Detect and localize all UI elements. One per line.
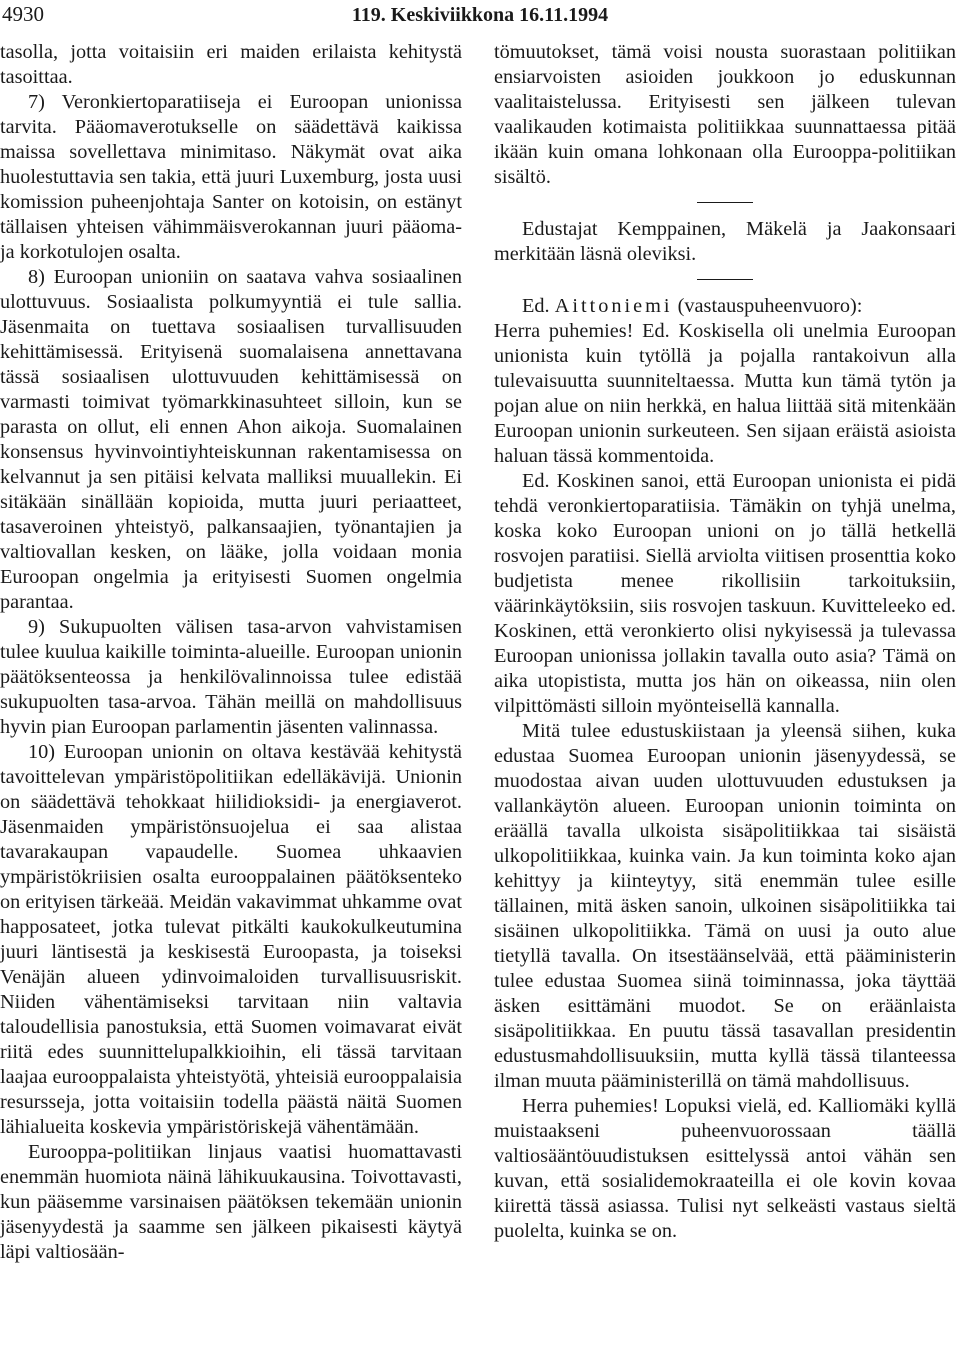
paragraph: Herra puhemies! Lopuksi vielä, ed. Kalliomäki kyllä muistaakseni puheenvuorossaan täällä valtiosääntöuudistuksen esittelyssä antoi vähän sen kuvan, että sosialidemokraateilla ei ole kovin kovaa kiirettä tässä asiassa. Tulisi nyt selkeästi vastaus sieltä puolelta, kuinka se on. [494,1095,956,1242]
paragraph: Mitä tulee edustuskiistaan ja yleensä siihen, kuka edustaa Suomea Euroopan unionin jäsenyydessä, se muodostaa aivan uuden ulottuvuuden edustuksen ja vallankäytön alueen. Euroopan unionin toiminta on eräällä tavalla ulkoista sisäpolitiikkaa tai sisäistä ulkopolitiikkaa, kuinka vain. Ja kun toiminta koko ajan kehittyy ja kiinteytyy, sitä enemmän tulee esille tällainen, mitä äsken sanoin, ulkoinen sisäpolitiikka tai sisäinen ulkopolitiikka. Tämä on uusi ja outo alue tietyllä tavalla. On itsestäänselvää, että pääministerin tulee edustaa Suomea siinä toiminnassa, joka täyttää äsken esittämäni muodot. Se on eräänlaista sisäpolitiikkaa. En puutu tässä tasavallan presidentin edustusmahdollisuuksiin, mutta kyllä tässä tilanteessa ilman muuta pääministerillä on tämä mahdollisuus. [494,720,956,1092]
attendance-note: Edustajat Kemppainen, Mäkelä ja Jaakonsaari merkitään läsnä oleviksi. [494,218,956,265]
speaker-prefix: Ed. [522,295,550,317]
speaker-role: (vastauspuheenvuoro): [677,295,863,317]
page-header [0,0,960,30]
speaker-line [494,294,956,319]
section-divider [697,279,753,280]
session-date-header: 119. Keskiviikkona 16.11.1994 [351,4,609,26]
paragraph: 8) Euroopan unioniin on saatava vahva sosiaalinen ulottuvuus. Sosiaalista polkumyyntiä ei tule sallia. Jäsenmaita on tuettava sosiaalisen turvallisuuden kehittämisessä. Erityisenä suomalaisena annettavana tässä sosiaalisen ulottuvuuden kehittämisessä on varmasti toimivat työmarkkinasuhteet silloin, kun se parasta on ollut, eli ennen Ahon aikoja. Suomalainen konsensus hyvinvointiyhteiskunnan rakentamisessa on kelvannut ja sen pitäisi kelvata malliksi muuallekin. Ei sitäkään sinällään kopioida, mutta juuri periaatteet, tasaveroinen yhteistyö, palkansaajien, työnantajien ja valtiovallan kesken, on lääke, jolla voidaan monia Euroopan ongelmia ja erityisesti Suomen ongelmia parantaa. [0,266,462,613]
paragraph: tömuutokset, tämä voisi nousta suorastaan politiikan ensiarvoisten asioiden joukkoon jo eduskunnan vaalitaistelussa. Erityisesti sen jälkeen tulevan vaalikauden kotimaista politiikkaa suunnattaessa pitää ikään kuin omana lohkonaan olla Eurooppa-politiikan sisältö. [494,41,956,188]
paragraph: Eurooppa-politiikan linjaus vaatisi huomattavasti enemmän huomiota näinä lähikuukausina. Toivottavasti, kun pääsemme varsinaisen päätöksen tekemään unionin jäsenyydestä ja saamme sen jälkeen pikaisesti käytyä läpi valtiosään- [0,1141,462,1263]
paragraph: tasolla, jotta voitaisiin eri maiden erilaista kehitystä tasoittaa. [0,41,462,88]
paragraph: Herra puhemies! Ed. Koskisella oli unelmia Euroopan unionista kuin tytöllä ja pojalla rantakoivun alla tulevaisuutta suunniteltaessa. Mutta kun tämä tytön ja pojan alue on niin herkkä, en halua liittää sitä mitenkään Euroopan unionin surkeuteen. Sen sijaan eräistä asioista haluan tässä kommentoida. [494,320,956,467]
paragraph: 9) Sukupuolten välisen tasa-arvon vahvistamisen tulee kuulua kaikille toiminta-alueille. Euroopan unionin päätöksenteossa ja henkilövalinnoissa tulee edistää sukupuolten tasa-arvoa. Tähän meillä on mahdollisuus hyvin pian Euroopan parlamentin jäsenten valinnassa. [0,616,462,738]
paragraph: Ed. Koskinen sanoi, että Euroopan unionista ei pidä tehdä veronkiertoparatiisia. Tämäkin on tyhjä unelma, koska koko Euroopan unioni on jo tällä hetkellä rosvojen paratiisi. Siellä arviolta viitisen prosenttia koko budjetista menee rikollisiin tarkoituksiin, väärinkäytöksiin, siis rosvojen taskuun. Kuvitteleeko ed. Koskinen, että veronkierto olisi nykyisessä ja tulevassa Euroopan unionissa jollakin tavalla outo asia? Tämä on aika utopistista, mutta jos hän on oikeassa, niin olen vilpittömästi silloin myönteisellä kannalla. [494,470,956,717]
section-divider [697,202,753,203]
speaker-name: Aittoniemi [554,295,673,317]
page-number: 4930 [2,2,44,26]
left-column [0,40,462,1345]
paragraph: 7) Veronkiertoparatiiseja ei Euroopan unionissa tarvita. Pääomaverotukselle on säädettävä kaikissa maissa sovellettava minimitaso. Näkymät ovat aika huolestuttavia sen takia, että juuri Luxemburg, josta uusi komission puheenjohtaja Santer on kotoisin, on estänyt tällaisen yhteisen vähimmäisverokannan juuri pääoma- ja korkotulojen osalta. [0,91,462,263]
paragraph: 10) Euroopan unionin on oltava kestävää kehitystä tavoittelevan ympäristöpolitiikan edelläkävijä. Unionin on säädettävä tehokkaat hiilidioksidi- ja energiaverot. Jäsenmaiden ympäristönsuojelua ei saa alistaa tavarakaupan vapaudelle. Suomea uhkaavien ympäristökriisien osalta eurooppalainen päätöksenteko on erityisen tärkeää. Meidän vakavimmat uhkamme ovat happosateet, jotka tulevat pitkälti kaukokulkeutumina juuri läntisestä ja keskisestä Euroopasta, ja toiseksi Venäjän alueen ydinvoimaloiden turvallisuusriskit. Niiden vähentämiseksi tarvitaan niin valtavia taloudellisia panostuksia, että Suomen voimavarat eivät riitä edes suunnittelupalkkioihin, eli tässä tarvitaan laajaa eurooppalaista yhteistyötä, yhteisiä eurooppalaisia resursseja, jotta voitaisiin todella päästä näitä Suomen lähialueita koskevia ympäristöriskejä vähentämään. [0,741,462,1138]
right-column [494,40,956,1345]
